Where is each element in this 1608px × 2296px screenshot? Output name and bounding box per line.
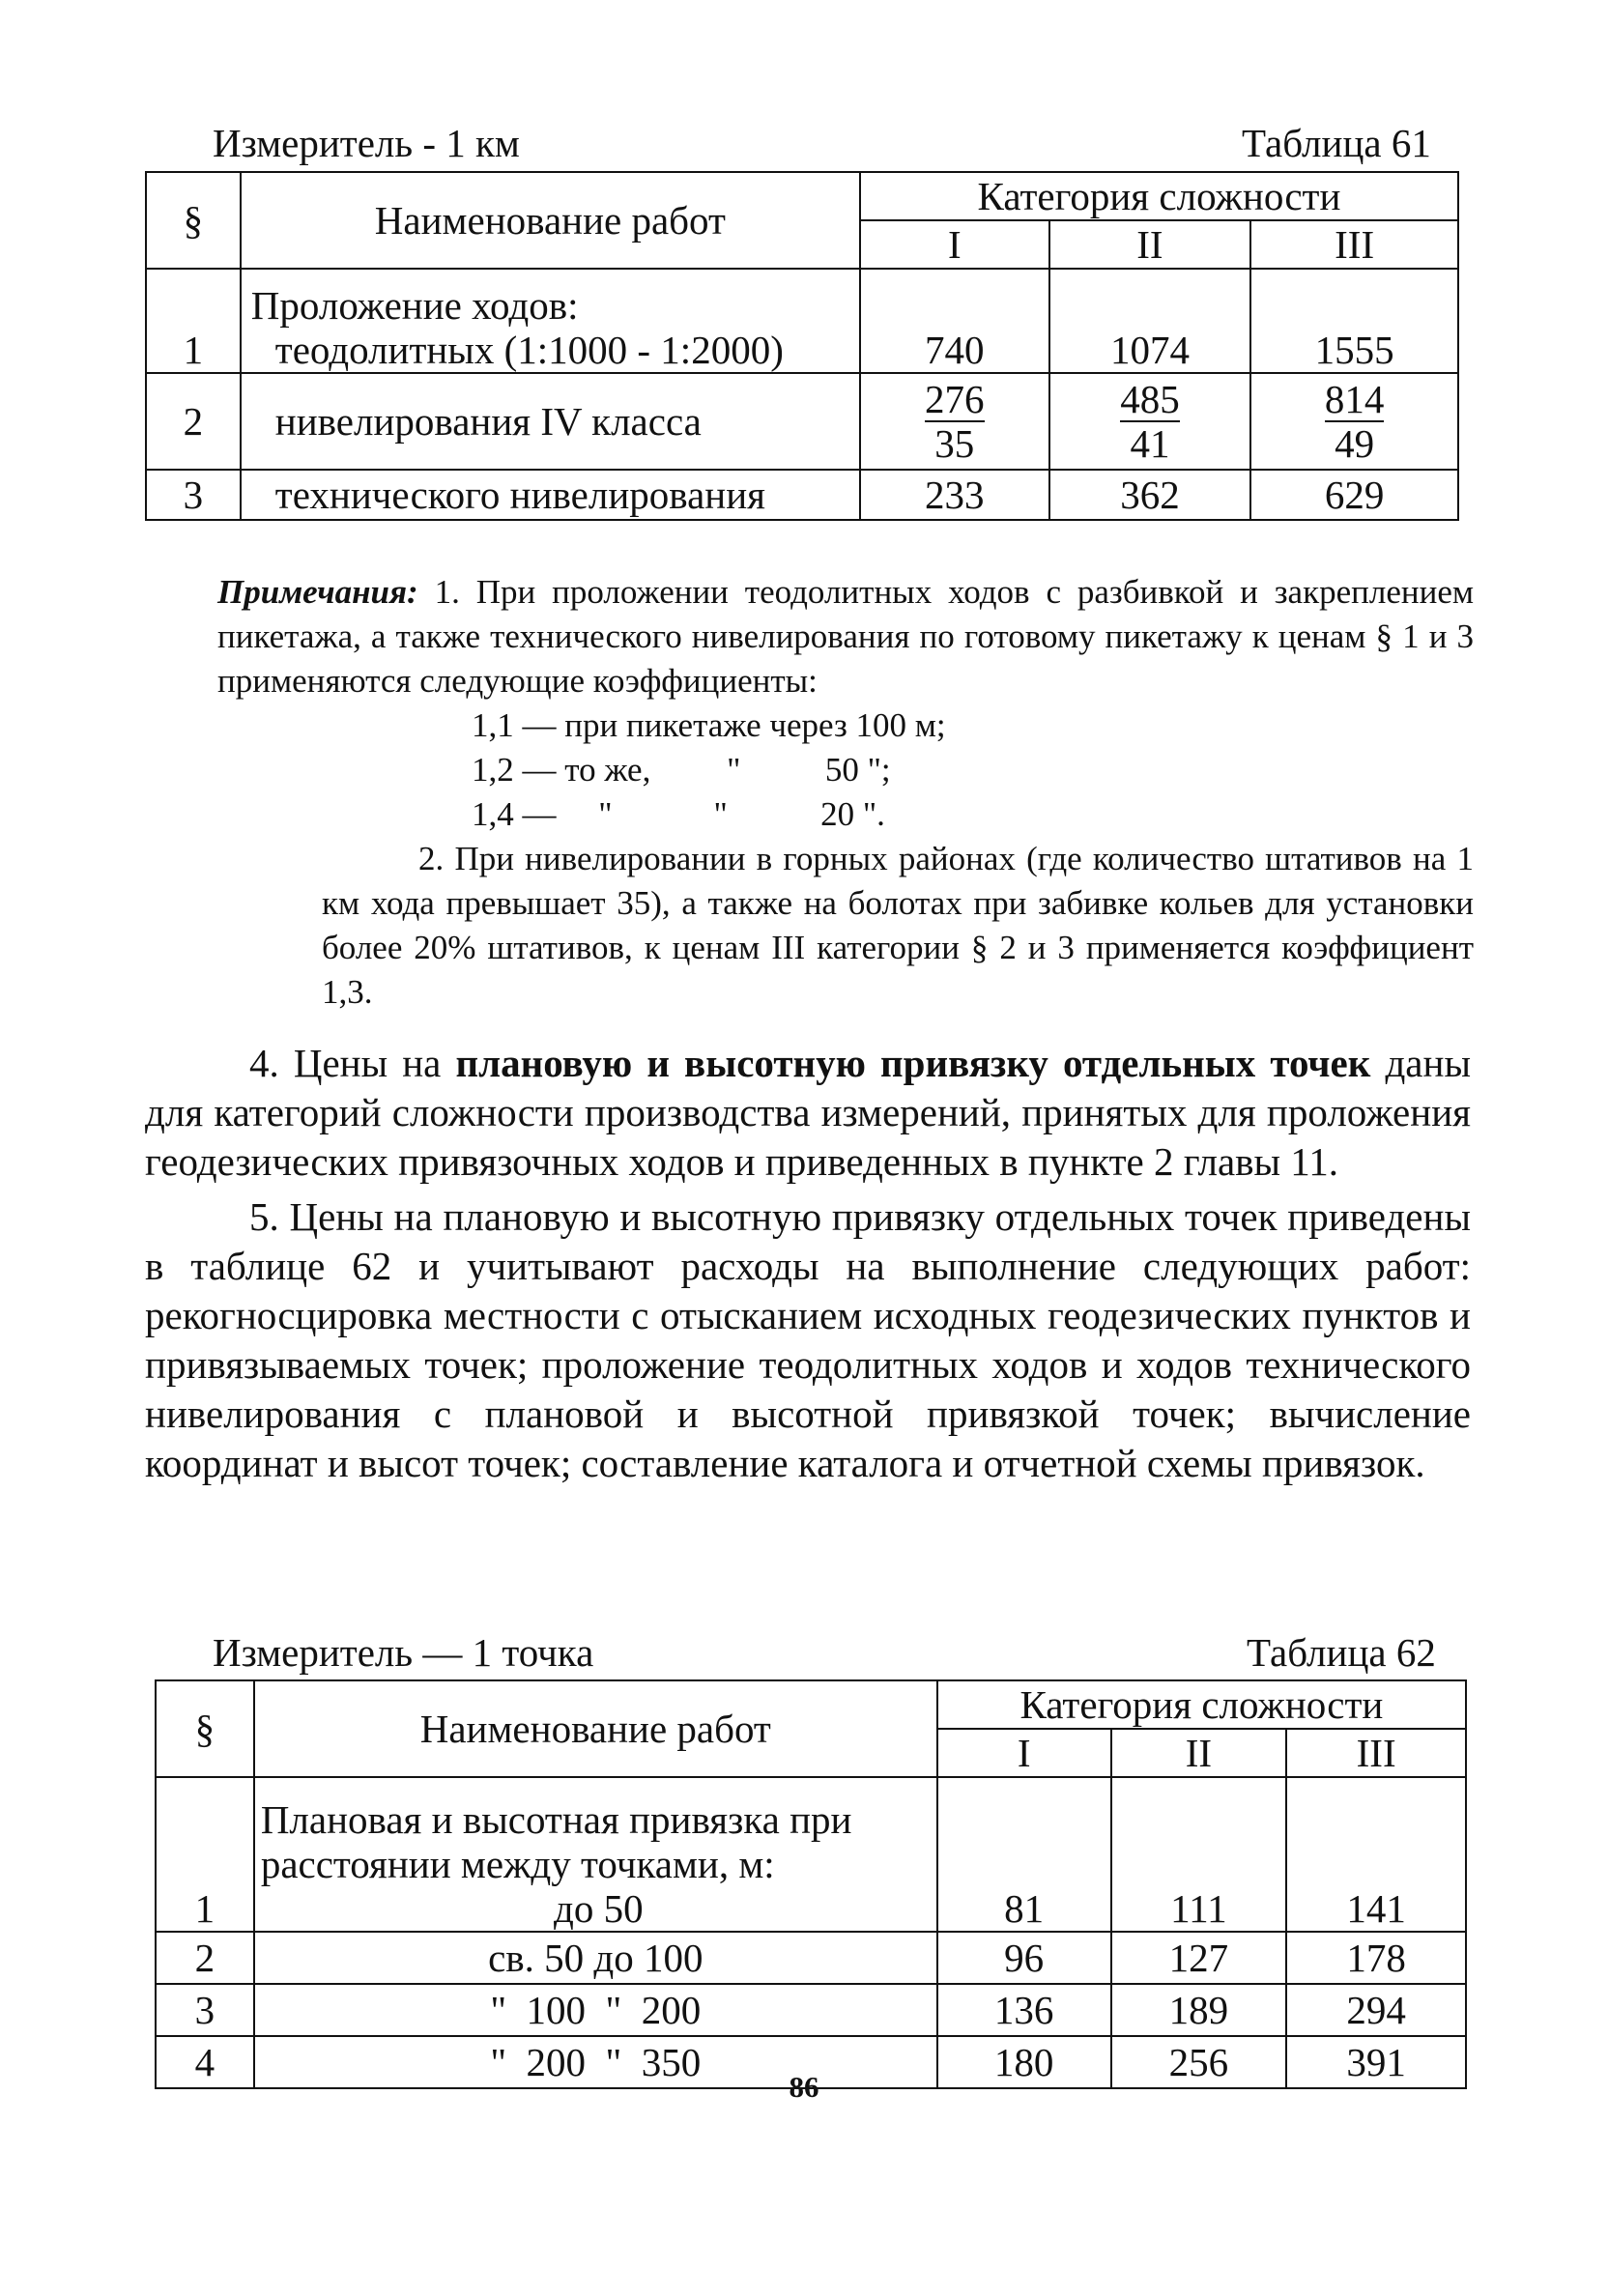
- table-row: [146, 373, 1458, 470]
- table62-row1-cat2: 111: [1111, 1777, 1287, 1932]
- table61-row1-cat1: 740: [860, 269, 1049, 373]
- table62-head-section: §: [156, 1680, 254, 1777]
- table61-row2-cat3: [1250, 373, 1458, 470]
- table61-row1-cat3: 1555: [1250, 269, 1458, 373]
- paragraph-5-text: . Цены на плановую и высотную привязку отдельных точек приведены в таблице 62 и учитывают расходы на выполнение следующих работ: рекогносцировка местности с отысканием исходных геодезических пунктов и привязываемых точек; проложение теодолитных ходов и ходов технического нивелирования с плановой и высотной привязкой точек; вычисление координат и высот точек; составление каталога и отчетной схемы привязок.: [145, 1194, 1471, 1485]
- table62-head-cat-3: III: [1286, 1729, 1466, 1777]
- table61-row2-cat3-bottom: 49: [1335, 420, 1375, 466]
- note-2: [217, 837, 1474, 1015]
- paragraph-5: [145, 1192, 1471, 1488]
- paragraph-4-post: даны для категорий сложности производства измерений, принятых для проложения геодезических привязочных ходов и приведенных в пункте 2 главы 11.: [145, 1041, 1471, 1184]
- table62-row3-cat1: 136: [937, 1984, 1111, 2036]
- table62-head-category: Категория сложности: [937, 1680, 1466, 1729]
- table62-row1-cat1: 81: [937, 1777, 1111, 1932]
- note-2-text: 2. При нивелировании в горных районах (где количество штативов на 1 км хода превышает 35), а также на болотах при забивке кольев для установки более 20% штативов, к ценам III категории § 2 и 3 применяется коэффициент 1,3.: [322, 840, 1474, 1011]
- table61-row3-cat1: 233: [860, 470, 1049, 520]
- coefficient-2: 1,2 — то же, " 50 ";: [472, 751, 891, 789]
- table-row: [156, 1932, 1466, 1984]
- paragraph-4-number: 4: [249, 1041, 270, 1085]
- coefficient-3: 1,4 — " " 20 ".: [472, 795, 885, 833]
- table61-caption: Таблица 61: [1242, 121, 1431, 165]
- table62-row1-name: [254, 1777, 937, 1932]
- notes-label: Примечания:: [217, 573, 418, 611]
- table61-head-cat-2: II: [1049, 220, 1251, 269]
- table61-row2-cat1-top: 276: [925, 376, 985, 421]
- note-1-text: 1. При проложении теодолитных ходов с разбивкой и закреплением пикетажа, а также технического нивелирования по готовому пикетажу к ценам § 1 и 3 применяются следующие коэффициенты:: [217, 573, 1475, 700]
- table62-head-name: Наименование работ: [254, 1680, 937, 1777]
- table61-row1-name: [241, 269, 860, 373]
- table61-head-section: §: [146, 172, 241, 269]
- paragraph-5-number: 5: [249, 1194, 270, 1239]
- page-number: 86: [789, 2070, 819, 2104]
- table61-row3-name: технического нивелирования: [241, 470, 860, 520]
- table62-row2-cat3: 178: [1286, 1932, 1466, 1984]
- body-text: [145, 1039, 1471, 1488]
- table62-row2-cat2: 127: [1111, 1932, 1287, 1984]
- table61-row2-cat3-top: 814: [1324, 376, 1385, 421]
- table62-row3-cat2: 189: [1111, 1984, 1287, 2036]
- paragraph-4: [145, 1039, 1471, 1187]
- table61-row3-cat3: 629: [1250, 470, 1458, 520]
- table61-row2-cat2-top: 485: [1120, 376, 1180, 421]
- table-row: [156, 1777, 1466, 1932]
- table61-head-category: Категория сложности: [860, 172, 1458, 220]
- table62: [155, 1679, 1467, 2089]
- table-row: [156, 1984, 1466, 2036]
- table61-row2-section: 2: [146, 373, 241, 470]
- table62-row4-cat2: 256: [1111, 2036, 1287, 2088]
- table61-row3-cat2: 362: [1049, 470, 1251, 520]
- table62-head-cat-1: I: [937, 1729, 1111, 1777]
- paragraph-4-bold: плановую и высотную привязку отдельных точек: [455, 1041, 1371, 1085]
- table62-head-cat-2: II: [1111, 1729, 1287, 1777]
- notes: [217, 570, 1474, 1015]
- table62-row2-cat1: 96: [937, 1932, 1111, 1984]
- table62-row1-name-b: расстоянии между точками, м:: [260, 1842, 775, 1886]
- coefficient-1: 1,1 — при пикетаже через 100 м;: [472, 706, 946, 744]
- table62-row4-name: " 200 " 350: [254, 2036, 937, 2088]
- table62-row1-section: 1: [156, 1777, 254, 1932]
- table62-row1-name-c: до 50: [553, 1886, 644, 1931]
- note-1: [217, 570, 1474, 703]
- table61-head-cat-3: III: [1250, 220, 1458, 269]
- table62-caption: Таблица 62: [1247, 1630, 1436, 1675]
- table62-row3-section: 3: [156, 1984, 254, 2036]
- table61-row1-section: 1: [146, 269, 241, 373]
- table62-row1-name-a: Плановая и высотная привязка при: [260, 1797, 852, 1842]
- table61-row2-cat1: [860, 373, 1049, 470]
- table62-row2-section: 2: [156, 1932, 254, 1984]
- table62-row4-cat1: 180: [937, 2036, 1111, 2088]
- table-row: [146, 470, 1458, 520]
- table61-head-name: Наименование работ: [241, 172, 860, 269]
- table-row: [146, 269, 1458, 373]
- table61-row2-cat1-bottom: 35: [934, 420, 975, 466]
- table61-row3-section: 3: [146, 470, 241, 520]
- table62-row1-cat3: 141: [1286, 1777, 1466, 1932]
- table62-row3-cat3: 294: [1286, 1984, 1466, 2036]
- table61-row2-cat2: [1049, 373, 1251, 470]
- table62-row2-name: св. 50 до 100: [254, 1932, 937, 1984]
- table61-row1-cat2: 1074: [1049, 269, 1251, 373]
- table62-row3-name: " 100 " 200: [254, 1984, 937, 2036]
- table61-head-cat-1: I: [860, 220, 1049, 269]
- table62-unit: Измеритель — 1 точка: [213, 1630, 594, 1675]
- table62-row4-cat3: 391: [1286, 2036, 1466, 2088]
- table61-row2-name: нивелирования IV класса: [241, 373, 860, 470]
- table61-row2-cat2-bottom: 41: [1130, 420, 1170, 466]
- table61-unit: Измеритель - 1 км: [213, 121, 520, 165]
- table61-row1-name-a: Проложение ходов:: [250, 283, 579, 328]
- table62-row4-section: 4: [156, 2036, 254, 2088]
- table61: [145, 171, 1459, 521]
- table61-row1-name-b: теодолитных (1:1000 - 1:2000): [274, 328, 784, 372]
- paragraph-4-pre: . Цены на: [269, 1041, 456, 1085]
